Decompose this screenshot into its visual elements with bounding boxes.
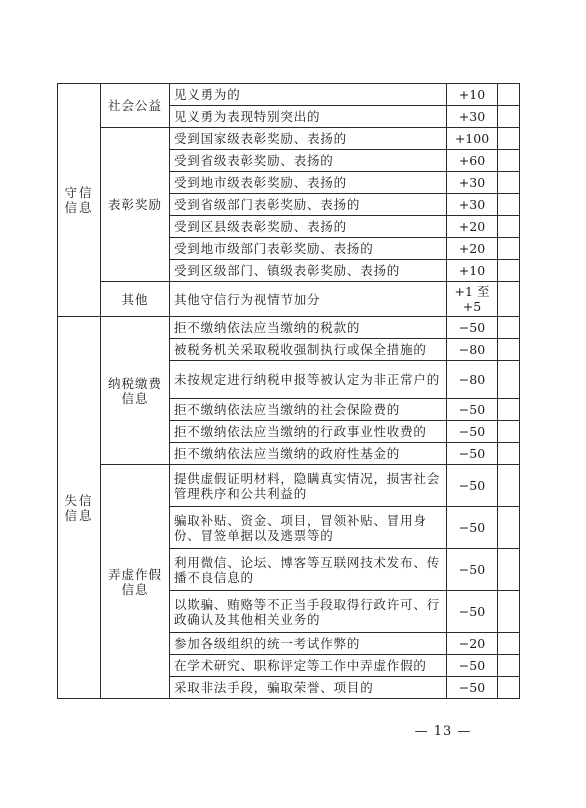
row-description: 受到区县级表彰奖励、表扬的 <box>170 216 447 238</box>
row-score: −50 <box>447 443 498 465</box>
row-description: 拒不缴纳依法应当缴纳的行政事业性收费的 <box>170 421 447 443</box>
row-blank-cell <box>498 172 520 194</box>
row-score: −80 <box>447 339 498 361</box>
row-description: 拒不缴纳依法应当缴纳的政府性基金的 <box>170 443 447 465</box>
row-score: −50 <box>447 677 498 699</box>
row-score: −50 <box>447 655 498 677</box>
table-row <box>58 317 520 339</box>
subcategory-cell-other: 其他 <box>101 282 170 317</box>
subcategory-cell-commendation: 表彰奖励 <box>101 128 170 282</box>
row-description: 见义勇为的 <box>170 84 447 106</box>
row-description: 利用微信、论坛、博客等互联网技术发布、传播不良信息的 <box>170 549 447 591</box>
row-blank-cell <box>498 677 520 699</box>
table-row <box>58 282 520 317</box>
row-score: +1 至 +5 <box>447 282 498 317</box>
row-description: 受到国家级表彰奖励、表扬的 <box>170 128 447 150</box>
row-blank-cell <box>498 106 520 128</box>
table-row <box>58 84 520 106</box>
row-description: 其他守信行为视情节加分 <box>170 282 447 317</box>
row-description: 受到省级表彰奖励、表扬的 <box>170 150 447 172</box>
row-blank-cell <box>498 591 520 633</box>
row-score: −50 <box>447 549 498 591</box>
row-blank-cell <box>498 655 520 677</box>
row-blank-cell <box>498 421 520 443</box>
row-score: −50 <box>447 465 498 507</box>
row-blank-cell <box>498 317 520 339</box>
row-description: 拒不缴纳依法应当缴纳的社会保险费的 <box>170 399 447 421</box>
row-blank-cell <box>498 216 520 238</box>
row-description: 拒不缴纳依法应当缴纳的税款的 <box>170 317 447 339</box>
row-blank-cell <box>498 361 520 399</box>
row-score: −20 <box>447 633 498 655</box>
row-score: +100 <box>447 128 498 150</box>
row-score: +30 <box>447 106 498 128</box>
row-score: +20 <box>447 216 498 238</box>
row-description: 见义勇为表现特别突出的 <box>170 106 447 128</box>
row-description: 受到地市级表彰奖励、表扬的 <box>170 172 447 194</box>
row-description: 受到地市级部门表彰奖励、表扬的 <box>170 238 447 260</box>
subcategory-cell-tax: 纳税缴费信息 <box>101 317 170 465</box>
row-blank-cell <box>498 282 520 317</box>
subcategory-cell-fraud: 弄虚作假信息 <box>101 465 170 699</box>
row-description: 采取非法手段，骗取荣誉、项目的 <box>170 677 447 699</box>
row-score: −50 <box>447 317 498 339</box>
row-description: 参加各级组织的统一考试作弊的 <box>170 633 447 655</box>
row-blank-cell <box>498 260 520 282</box>
credit-score-table <box>57 83 520 699</box>
category-cell-lose: 失信信息 <box>58 317 101 699</box>
row-score: −50 <box>447 399 498 421</box>
row-score: +20 <box>447 238 498 260</box>
category-cell-keep: 守信信息 <box>58 84 101 317</box>
row-description: 受到省级部门表彰奖励、表扬的 <box>170 194 447 216</box>
row-score: −50 <box>447 421 498 443</box>
row-score: −50 <box>447 507 498 549</box>
row-blank-cell <box>498 128 520 150</box>
row-score: +10 <box>447 84 498 106</box>
row-description: 被税务机关采取税收强制执行或保全措施的 <box>170 339 447 361</box>
row-blank-cell <box>498 84 520 106</box>
row-score: −80 <box>447 361 498 399</box>
row-blank-cell <box>498 238 520 260</box>
row-blank-cell <box>498 507 520 549</box>
row-blank-cell <box>498 549 520 591</box>
row-description: 未按规定进行纳税申报等被认定为非正常户的 <box>170 361 447 399</box>
subcategory-cell-public-welfare: 社会公益 <box>101 84 170 128</box>
table-row <box>58 465 520 507</box>
row-blank-cell <box>498 150 520 172</box>
table-row <box>58 128 520 150</box>
row-blank-cell <box>498 339 520 361</box>
row-description: 以欺骗、贿赂等不正当手段取得行政许可、行政确认及其他相关业务的 <box>170 591 447 633</box>
row-score: +30 <box>447 194 498 216</box>
row-blank-cell <box>498 633 520 655</box>
row-blank-cell <box>498 194 520 216</box>
row-blank-cell <box>498 443 520 465</box>
row-description: 骗取补贴、资金、项目，冒领补贴、冒用身份、冒签单据以及逃票等的 <box>170 507 447 549</box>
row-score: +30 <box>447 172 498 194</box>
row-blank-cell <box>498 465 520 507</box>
row-description: 受到区级部门、镇级表彰奖励、表扬的 <box>170 260 447 282</box>
row-description: 提供虚假证明材料，隐瞒真实情况，损害社会管理秩序和公共利益的 <box>170 465 447 507</box>
row-score: +10 <box>447 260 498 282</box>
row-score: +60 <box>447 150 498 172</box>
row-score: −50 <box>447 591 498 633</box>
row-description: 在学术研究、职称评定等工作中弄虚作假的 <box>170 655 447 677</box>
page-number: — 13 — <box>414 724 472 739</box>
row-blank-cell <box>498 399 520 421</box>
